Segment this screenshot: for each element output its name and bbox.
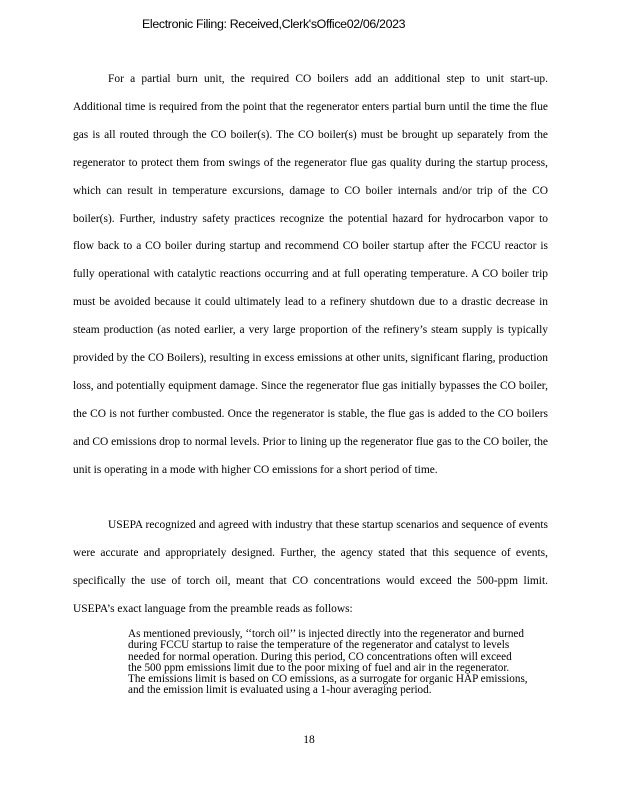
page-number: 18 <box>303 734 315 746</box>
filing-stamp-header: Electronic Filing: Received,Clerk'sOffice02/06/2023 <box>142 17 406 31</box>
block-quote: As mentioned previously, ‘‘torch oil’’ is injected directly into the regenerator and burned during FCCU startup to raise the temperature of the regenerator and catalyst to levels needed for normal operation. During this period, CO concentrations often will exceed the 500 ppm emissions limit due to the poor mixing of fuel and air in the regenerator. The emissions limit is based on CO emissions, as a surrogate for organic HAP emissions, and the emission limit is evaluated using a 1-hour averaging period. <box>128 628 528 697</box>
body-paragraph-2: USEPA recognized and agreed with industry that these startup scenarios and sequence of events were accurate and appropriately designed. Further, the agency stated that this sequence of events, specifically the use of torch oil, meant that CO concentrations would exceed the 500-ppm limit. USEPA’s exact language from the preamble reads as follows: <box>73 519 548 615</box>
body-paragraph-1: For a partial burn unit, the required CO boilers add an additional step to unit start-up. Additional time is required from the point that the regenerator enters partial burn until the time the flue gas is all routed through the CO boiler(s). The CO boiler(s) must be brought up separately from the regenerator to protect them from swings of the regenerator flue gas quality during the startup process, which can result in temperature excursions, damage to CO boiler internals and/or trip of the CO boiler(s). Further, industry safety practices recognize the potential hazard for hydrocarbon vapor to flow back to a CO boiler during startup and recommend CO boiler startup after the FCCU reactor is fully operational with catalytic reactions occurring and at full operating temperature. A CO boiler trip must be avoided because it could ultimately lead to a refinery shutdown due to a drastic decrease in steam production (as noted earlier, a very large proportion of the refinery’s steam supply is typically provided by the CO Boilers), resulting in excess emissions at other units, significant flaring, production loss, and potentially equipment damage. Since the regenerator flue gas initially bypasses the CO boiler, the CO is not further combusted. Once the regenerator is stable, the flue gas is added to the CO boilers and CO emissions drop to normal levels. Prior to lining up the regenerator flue gas to the CO boiler, the unit is operating in a mode with higher CO emissions for a short period of time. <box>73 73 548 476</box>
